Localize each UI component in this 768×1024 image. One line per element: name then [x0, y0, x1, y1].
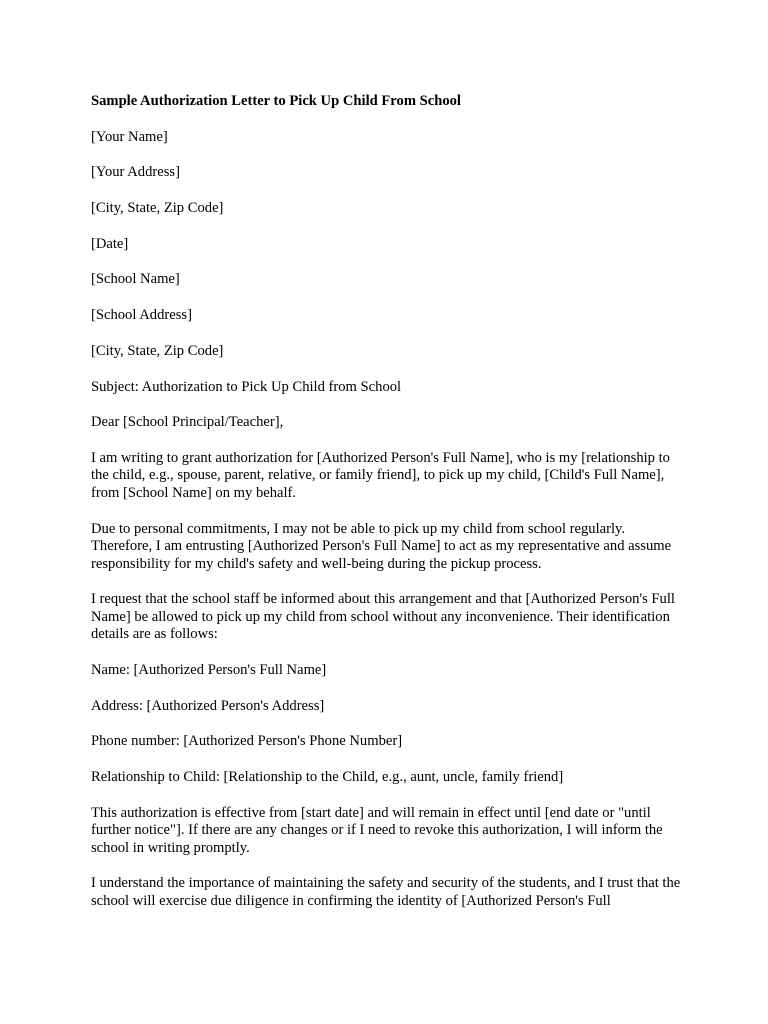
- document-title: Sample Authorization Letter to Pick Up Child From School: [91, 93, 461, 109]
- sender-name: [Your Name]: [91, 128, 168, 145]
- school-address: [School Address]: [91, 307, 192, 324]
- paragraph-closing: I understand the importance of maintaining the safety and security of the students, and I trust that the school will exercise due diligence in confirming the identity of [Authorized Person's Full: [91, 875, 681, 909]
- sender-city-state-zip: [City, State, Zip Code]: [91, 200, 224, 217]
- paragraph-request: I request that the school staff be informed about this arrangement and that [Authorized Person's Full Name] be allowed to pick up my child from school without any inconvenience. Their identification details are as follows:: [91, 591, 675, 643]
- paragraph-authorization: I am writing to grant authorization for [Authorized Person's Full Name], who is my [relationship to the child, e.g., spouse, parent, relative, or family friend], to pick up my child, [Child's Full Name], from [School Name] on my behalf.: [91, 449, 670, 501]
- school-city-state-zip: [City, State, Zip Code]: [91, 342, 224, 359]
- detail-address: Address: [Authorized Person's Address]: [91, 697, 325, 714]
- subject-line: Subject: Authorization to Pick Up Child from School: [91, 378, 402, 395]
- detail-phone: Phone number: [Authorized Person's Phone Number]: [91, 733, 403, 750]
- school-name: [School Name]: [91, 271, 180, 288]
- letter-body: [91, 93, 683, 929]
- sender-address: [Your Address]: [91, 164, 180, 181]
- paragraph-reason: Due to personal commitments, I may not be able to pick up my child from school regularly. Therefore, I am entrusting [Authorized Person's Full Name] to act as my representative and assume responsibility for my child's safety and well-being during the pickup process.: [91, 520, 672, 572]
- letter-date: [Date]: [91, 235, 129, 252]
- paragraph-effective-period: This authorization is effective from [start date] and will remain in effect until [end date or "until further notice"]. If there are any changes or if I need to revoke this authorization, I will inform the school in writing promptly.: [91, 804, 663, 856]
- detail-name: Name: [Authorized Person's Full Name]: [91, 661, 327, 678]
- detail-relationship: Relationship to Child: [Relationship to the Child, e.g., aunt, uncle, family friend]: [91, 769, 564, 785]
- salutation: Dear [School Principal/Teacher],: [91, 414, 284, 431]
